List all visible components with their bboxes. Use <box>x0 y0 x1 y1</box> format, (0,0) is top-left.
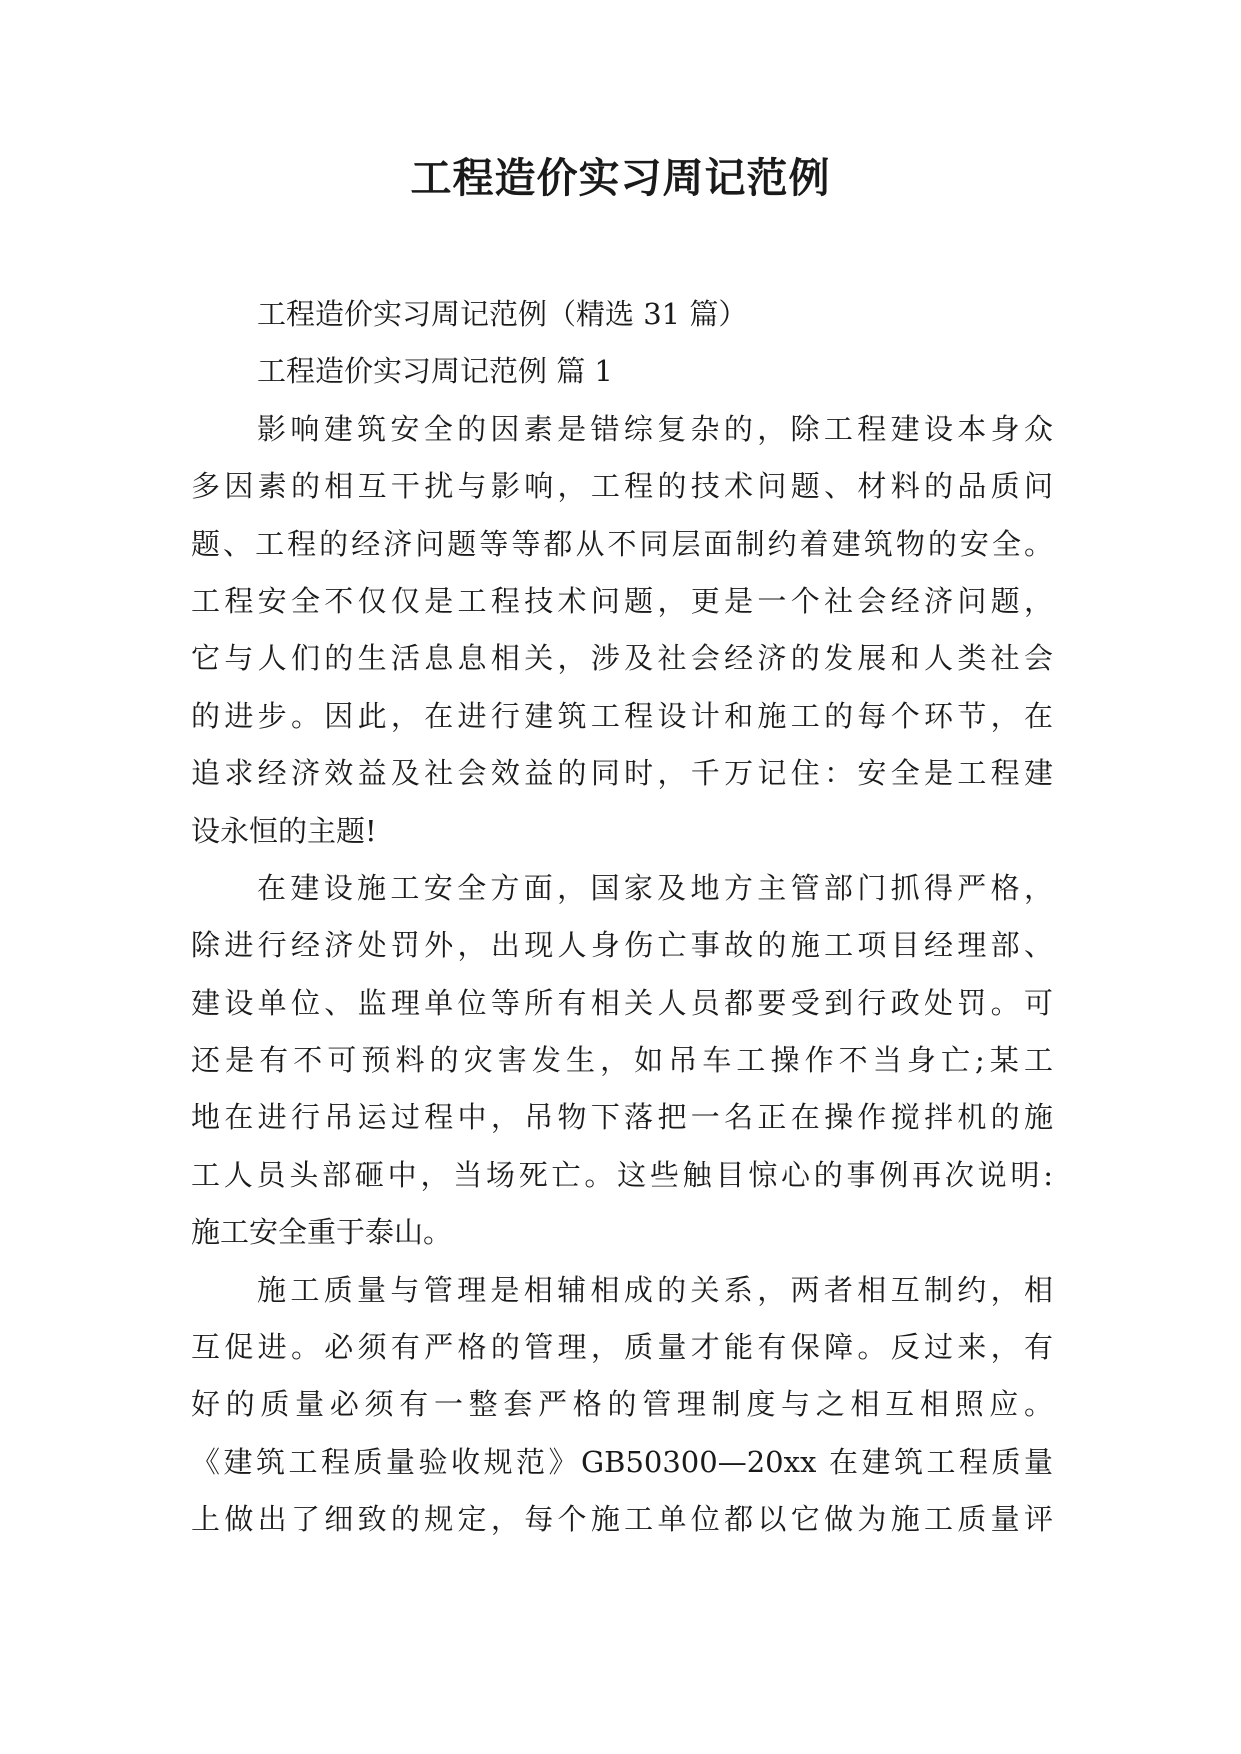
text-line: 工程安全不仅仅是工程技术问题，更是一个社会经济问题， <box>191 583 1053 618</box>
text-line: 工人员头部砸中，当场死亡。这些触目惊心的事例再次说明: <box>191 1157 1053 1192</box>
text-line: 还是有不可预料的灾害发生，如吊车工操作不当身亡;某工 <box>191 1043 1053 1078</box>
text-line: 上做出了细致的规定，每个施工单位都以它做为施工质量评 <box>191 1502 1053 1537</box>
text-line: 题、工程的经济问题等等都从不同层面制约着建筑物的安全。 <box>191 526 1053 561</box>
text-line: 互促进。必须有严格的管理，质量才能有保障。反过来，有 <box>191 1330 1053 1365</box>
text-line: 它与人们的生活息息相关，涉及社会经济的发展和人类社会 <box>191 641 1053 676</box>
document-body <box>191 286 1053 1549</box>
text-line: 工程造价实习周记范例（精选 31 篇） <box>257 297 748 331</box>
text-line: 影响建筑安全的因素是错综复杂的，除工程建设本身众 <box>257 411 1053 446</box>
text-line: 建设单位、监理单位等所有相关人员都要受到行政处罚。可 <box>191 985 1053 1020</box>
text-line: 设永恒的主题! <box>191 813 377 848</box>
text-line: 多因素的相互干扰与影响，工程的技术问题、材料的品质问 <box>191 469 1053 504</box>
text-line: 施工安全重于泰山。 <box>191 1215 453 1250</box>
text-line: 追求经济效益及社会效益的同时，千万记住：安全是工程建 <box>191 756 1053 791</box>
text-line: 工程造价实习周记范例 篇 1 <box>257 354 613 389</box>
text-line: 除进行经济处罚外，出现人身伤亡事故的施工项目经理部、 <box>191 928 1053 963</box>
text-line: 好的质量必须有一整套严格的管理制度与之相互相照应。 <box>191 1387 1053 1422</box>
text-line: 地在进行吊运过程中，吊物下落把一名正在操作搅拌机的施 <box>191 1100 1053 1135</box>
document-title: 工程造价实习周记范例 <box>410 154 831 202</box>
text-line: 施工质量与管理是相辅相成的关系，两者相互制约，相 <box>257 1272 1053 1307</box>
text-line: 的进步。因此，在进行建筑工程设计和施工的每个环节，在 <box>191 698 1053 733</box>
text-line: 《建筑工程质量验收规范》GB50300—20xx 在建筑工程质量 <box>191 1444 1053 1479</box>
text-line: 在建设施工安全方面，国家及地方主管部门抓得严格， <box>257 870 1053 905</box>
